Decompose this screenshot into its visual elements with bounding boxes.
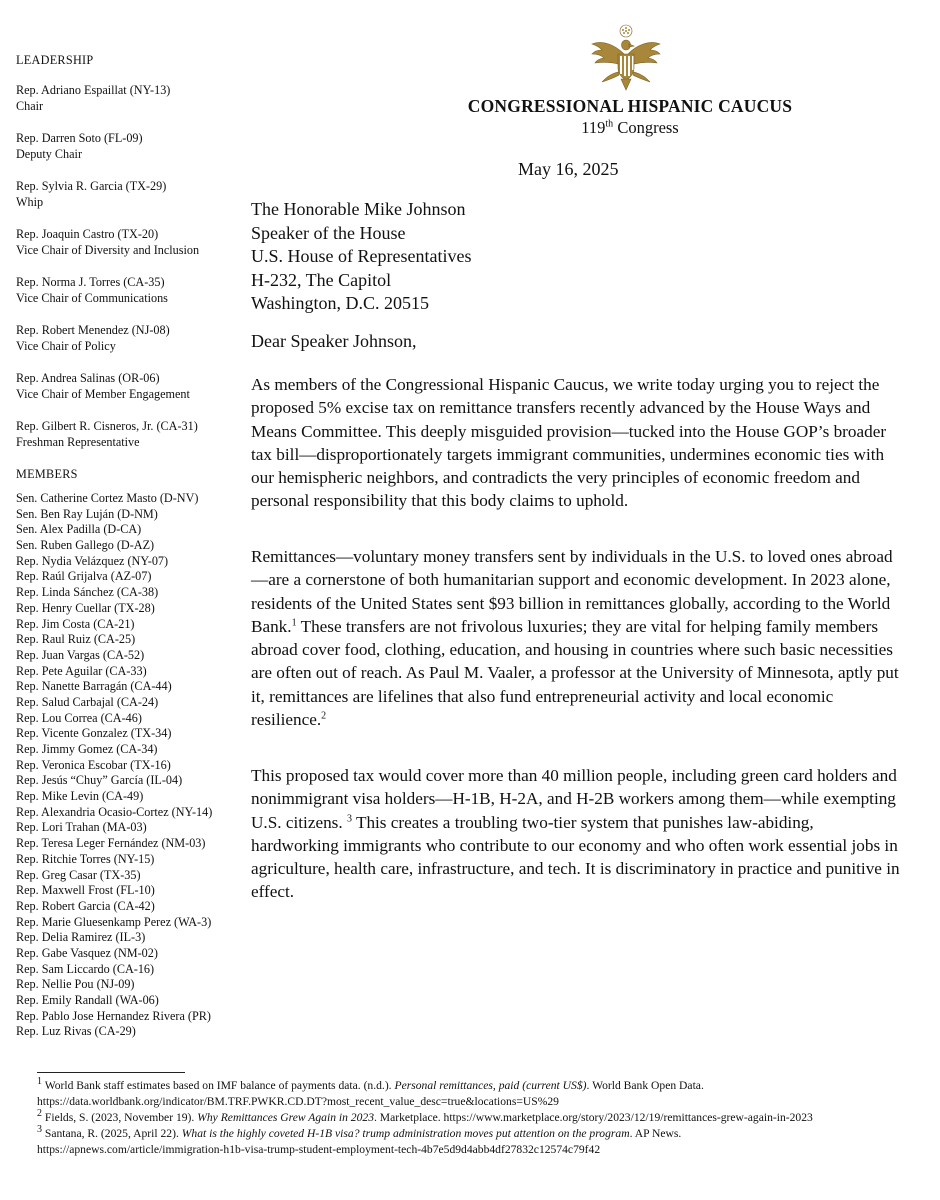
leader-role: Vice Chair of Diversity and Inclusion xyxy=(16,243,200,257)
address-line: The Honorable Mike Johnson xyxy=(251,199,466,219)
footnote-3 xyxy=(37,1126,917,1158)
footnote-ref-2: 2 xyxy=(321,710,327,722)
member-name: Rep. Lori Trahan (MA-03) xyxy=(16,820,147,835)
members-list xyxy=(16,490,241,1039)
paragraph-text: Remittances—voluntary money transfers sent by individuals in the U.S. to loved ones abroad—are a cornerstone of both humanitarian support and economic development. In 2023 alone, residents of the United States sent $93 billion in remittances globally, according to the World Bank. xyxy=(251,547,893,636)
paragraph-text: This creates a troubling two-tier system that punishes law-abiding, hardworking immigrants who contribute to our economy and who often work essential jobs in agriculture, health care, infrastructure, and tech. It is discriminatory in practice and punitive in effect. xyxy=(251,812,900,902)
member-name: Rep. Raúl Grijalva (AZ-07) xyxy=(16,569,152,584)
leadership-entry xyxy=(16,226,241,258)
leadership-entry xyxy=(16,82,241,114)
footnote-ref-1: 1 xyxy=(291,617,297,629)
footnote-number: 2 xyxy=(37,1108,42,1120)
member-name: Rep. Jim Costa (CA-21) xyxy=(16,616,135,631)
footnote-number: 3 xyxy=(37,1124,42,1136)
member-name: Rep. Sam Liccardo (CA-16) xyxy=(16,961,155,976)
member-name: Rep. Pablo Jose Hernandez Rivera (PR) xyxy=(16,1008,211,1023)
salutation: Dear Speaker Johnson, xyxy=(251,331,417,351)
member-name: Rep. Jimmy Gomez (CA-34) xyxy=(16,742,158,756)
member-name: Rep. Delia Ramirez (IL-3) xyxy=(16,930,146,945)
members-title: MEMBERS xyxy=(16,467,78,481)
footnote-text: Santana, R. (2025, April 22). xyxy=(42,1127,182,1140)
congress-word: Congress xyxy=(613,118,679,137)
member-name: Rep. Maxwell Frost (FL-10) xyxy=(16,883,155,898)
member-name: Sen. Ruben Gallego (D-AZ) xyxy=(16,538,155,553)
member-name: Rep. Nellie Pou (NJ-09) xyxy=(16,977,135,992)
congress-number: 119 xyxy=(581,118,606,137)
letter-date: May 16, 2025 xyxy=(518,159,619,179)
address-line: H-232, The Capitol xyxy=(251,269,392,290)
address-line: Washington, D.C. 20515 xyxy=(251,293,430,313)
footnotes xyxy=(37,1078,917,1158)
footnote-divider xyxy=(37,1072,185,1073)
footnote-title: Personal remittances, paid (current US$) xyxy=(394,1079,587,1092)
footnote-link[interactable]: https://data.worldbank.org/indicator/BM.TRF.PWKR.CD.DT?most_recent_value_desc=true&locations=US%29 xyxy=(37,1095,559,1108)
leader-name: Rep. Norma J. Torres (CA-35) xyxy=(16,275,165,289)
leadership-list xyxy=(16,82,241,450)
congress-line xyxy=(440,118,820,138)
leader-name: Rep. Andrea Salinas (OR-06) xyxy=(16,371,160,385)
member-name: Rep. Marie Gluesenkamp Perez (WA-3) xyxy=(16,914,212,929)
congress-suffix: th xyxy=(605,118,614,130)
caucus-name: CONGRESSIONAL HISPANIC CAUCUS xyxy=(467,96,793,116)
member-name: Rep. Emily Randall (WA-06) xyxy=(16,993,159,1007)
leader-name: Rep. Darren Soto (FL-09) xyxy=(16,131,143,145)
footnote-text: . AP News. xyxy=(629,1127,682,1140)
eagle-seal-icon xyxy=(588,24,664,98)
leader-name: Rep. Sylvia R. Garcia (TX-29) xyxy=(16,179,167,193)
member-name: Rep. Greg Casar (TX-35) xyxy=(16,867,141,882)
footnote-text: World Bank staff estimates based on IMF balance of payments data. (n.d.). xyxy=(42,1079,395,1092)
member-name: Rep. Lou Correa (CA-46) xyxy=(16,710,142,725)
member-name: Rep. Veronica Escobar (TX-16) xyxy=(16,757,171,772)
footnote-2 xyxy=(37,1110,917,1126)
footnote-1 xyxy=(37,1078,917,1110)
footnote-number: 1 xyxy=(37,1076,42,1088)
member-name: Sen. Alex Padilla (D-CA) xyxy=(16,522,142,537)
paragraph-text: These transfers are not frivolous luxuries; they are vital for helping family members abroad cover food, clothing, education, and housing in countries where such basic necessities are often out of reach. As Paul M. Vaaler, a professor at the University of Minnesota, aptly put it, remittances are lifelines that also fund entrepreneurial activity and local economic resilience. xyxy=(251,616,899,730)
paragraph-text: This proposed tax would cover more than 40 million people, including green card holders and nonimmigrant visa holders—H-1B, H-2A, and H-2B workers among them—while exempting U.S. citizens. xyxy=(251,766,897,832)
leadership-entry xyxy=(16,418,241,450)
leader-role: Freshman Representative xyxy=(16,435,140,449)
footnote-link[interactable]: . Marketplace. https://www.marketplace.org/story/2023/12/19/remittances-grew-again-in-2023 xyxy=(374,1111,813,1124)
caucus-sidebar xyxy=(16,52,241,1039)
leader-name: Rep. Joaquin Castro (TX-20) xyxy=(16,227,159,241)
leader-role: Vice Chair of Communications xyxy=(16,291,168,305)
leadership-entry xyxy=(16,322,241,354)
member-name: Rep. Vicente Gonzalez (TX-34) xyxy=(16,726,172,741)
leadership-title: LEADERSHIP xyxy=(16,53,94,67)
member-name: Rep. Luz Rivas (CA-29) xyxy=(16,1024,136,1039)
member-name: Rep. Pete Aguilar (CA-33) xyxy=(16,663,147,678)
member-name: Rep. Jesús “Chuy” García (IL-04) xyxy=(16,773,183,788)
leader-role: Vice Chair of Member Engagement xyxy=(16,387,190,401)
body-paragraph-2 xyxy=(251,545,901,731)
member-name: Sen. Catherine Cortez Masto (D-NV) xyxy=(16,491,199,505)
member-name: Rep. Robert Garcia (CA-42) xyxy=(16,898,155,913)
member-name: Rep. Mike Levin (CA-49) xyxy=(16,789,144,804)
body-paragraph-3 xyxy=(251,764,901,904)
body-paragraph-1: As members of the Congressional Hispanic Caucus, we write today urging you to reject the proposed 5% excise tax on remittance transfers recently advanced by the House Ways and Means Committee. This deeply misguided provision—tucked into the House GOP’s broader tax bill—disproportionately targets immigrant communities, undermines economic ties with our hemispheric neighbors, and contradicts the very principles of economic freedom and personal responsibility that this body claims to uphold. xyxy=(251,375,887,511)
leader-name: Rep. Robert Menendez (NJ-08) xyxy=(16,323,170,337)
member-name: Rep. Ritchie Torres (NY-15) xyxy=(16,851,155,866)
leadership-entry xyxy=(16,370,241,402)
member-name: Rep. Nydia Velázquez (NY-07) xyxy=(16,553,169,568)
address-line: Speaker of the House xyxy=(251,222,406,243)
member-name: Rep. Juan Vargas (CA-52) xyxy=(16,647,145,662)
leadership-entry xyxy=(16,178,241,210)
member-name: Sen. Ben Ray Luján (D-NM) xyxy=(16,506,158,521)
member-name: Rep. Nanette Barragán (CA-44) xyxy=(16,679,172,694)
footnote-ref-3: 3 xyxy=(346,812,352,824)
footnote-title: What is the highly coveted H-1B visa? trump administration moves put attention on the program xyxy=(181,1127,630,1140)
footnote-text: . World Bank Open Data. xyxy=(586,1079,704,1092)
leader-role: Deputy Chair xyxy=(16,147,83,161)
member-name: Rep. Henry Cuellar (TX-28) xyxy=(16,600,155,615)
leader-role: Chair xyxy=(16,99,44,113)
member-name: Rep. Teresa Leger Fernández (NM-03) xyxy=(16,836,206,851)
member-name: Rep. Gabe Vasquez (NM-02) xyxy=(16,945,158,960)
leadership-entry xyxy=(16,130,241,162)
footnote-link[interactable]: https://apnews.com/article/immigration-h1b-visa-trump-student-employment-tech-4b7e5d9d4abb4df27832c12574c79f42 xyxy=(37,1143,601,1156)
footnote-text: Fields, S. (2023, November 19). xyxy=(42,1111,198,1124)
leadership-entry xyxy=(16,274,241,306)
leader-name: Rep. Adriano Espaillat (NY-13) xyxy=(16,83,171,97)
recipient-address xyxy=(251,198,471,316)
member-name: Rep. Linda Sánchez (CA-38) xyxy=(16,585,159,600)
leader-role: Vice Chair of Policy xyxy=(16,339,116,353)
member-name: Rep. Alexandria Ocasio-Cortez (NY-14) xyxy=(16,804,213,819)
leader-role: Whip xyxy=(16,195,44,209)
member-name: Rep. Salud Carbajal (CA-24) xyxy=(16,694,159,709)
address-line: U.S. House of Representatives xyxy=(251,246,472,266)
member-name: Rep. Raul Ruiz (CA-25) xyxy=(16,632,136,647)
footnote-title: Why Remittances Grew Again in 2023 xyxy=(197,1111,374,1124)
leader-name: Rep. Gilbert R. Cisneros, Jr. (CA-31) xyxy=(16,419,198,433)
